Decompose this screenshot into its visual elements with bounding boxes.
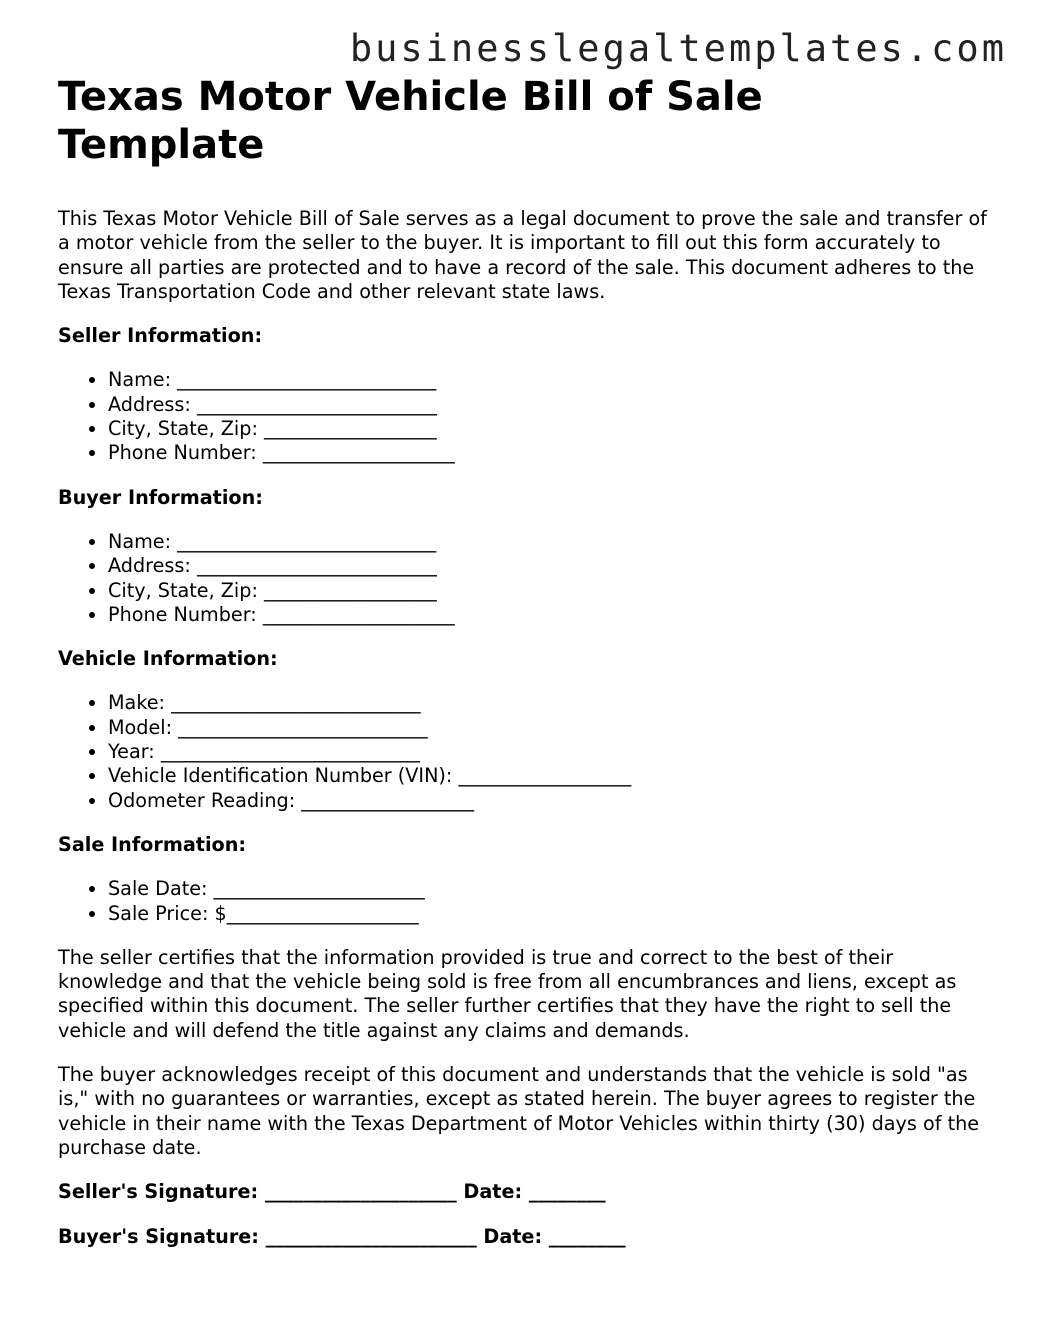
vehicle-odometer-field: • Odometer Reading: __________________ (108, 789, 988, 813)
buyer-name-field: • Name: ___________________________ (108, 530, 988, 554)
sale-fields-list (58, 877, 988, 926)
seller-section-heading: Seller Information: (58, 324, 263, 348)
seller-fields-list (58, 368, 988, 465)
vehicle-make-field: • Make: __________________________ (108, 691, 988, 715)
seller-signature-line: Seller's Signature: ____________________ Date: ________ (58, 1180, 606, 1204)
seller-certification-paragraph: The seller certifies that the information provided is true and correct to the best of their knowledge and that the vehicle being sold is free from all encumbrances and liens, except as specified within this document. The seller further certifies that they have the right to sell the vehicle and will defend the title against any claims and demands. (58, 945, 957, 1042)
buyer-address-field: • Address: _________________________ (108, 554, 988, 578)
buyer-city-state-zip-field: • City, State, Zip: __________________ (108, 579, 988, 603)
document-title: Texas Motor Vehicle Bill of Sale Template (58, 74, 763, 168)
sale-price-field: • Sale Price: $____________________ (108, 902, 988, 926)
buyer-phone-field: • Phone Number: ____________________ (108, 603, 988, 627)
seller-phone-field: • Phone Number: ____________________ (108, 441, 988, 465)
sale-section-heading: Sale Information: (58, 832, 247, 856)
buyer-fields-list (58, 530, 988, 627)
buyer-acknowledgement-paragraph: The buyer acknowledges receipt of this document and understands that the vehicle is sold "as is," with no guarantees or warranties, except as stated herein. The buyer agrees to register the vehicle in their name with the Texas Department of Motor Vehicles within thirty (30) days of the purchase date. (58, 1063, 980, 1159)
vehicle-year-field: • Year: ___________________________ (108, 740, 988, 764)
seller-address-field: • Address: _________________________ (108, 393, 988, 417)
vehicle-section-heading: Vehicle Information: (58, 647, 278, 671)
document-content (58, 73, 988, 1269)
intro-paragraph: This Texas Motor Vehicle Bill of Sale serves as a legal document to prove the sale and transfer of a motor vehicle from the seller to the buyer. It is important to fill out this form accurately to ensure all parties are protected and to have a record of the sale. This document adheres to the Texas Transportation Code and other relevant state laws. (58, 207, 987, 303)
vehicle-fields-list (58, 691, 988, 812)
vehicle-model-field: • Model: __________________________ (108, 716, 988, 740)
seller-name-field: • Name: ___________________________ (108, 368, 988, 392)
site-watermark: businesslegaltemplates.com (349, 27, 1007, 70)
vehicle-vin-field: • Vehicle Identification Number (VIN): __________________ (108, 764, 988, 788)
buyer-section-heading: Buyer Information: (58, 485, 263, 509)
seller-city-state-zip-field: • City, State, Zip: __________________ (108, 417, 988, 441)
sale-date-field: • Sale Date: ______________________ (108, 877, 988, 901)
buyer-signature-line: Buyer's Signature: ______________________ Date: ________ (58, 1224, 626, 1248)
